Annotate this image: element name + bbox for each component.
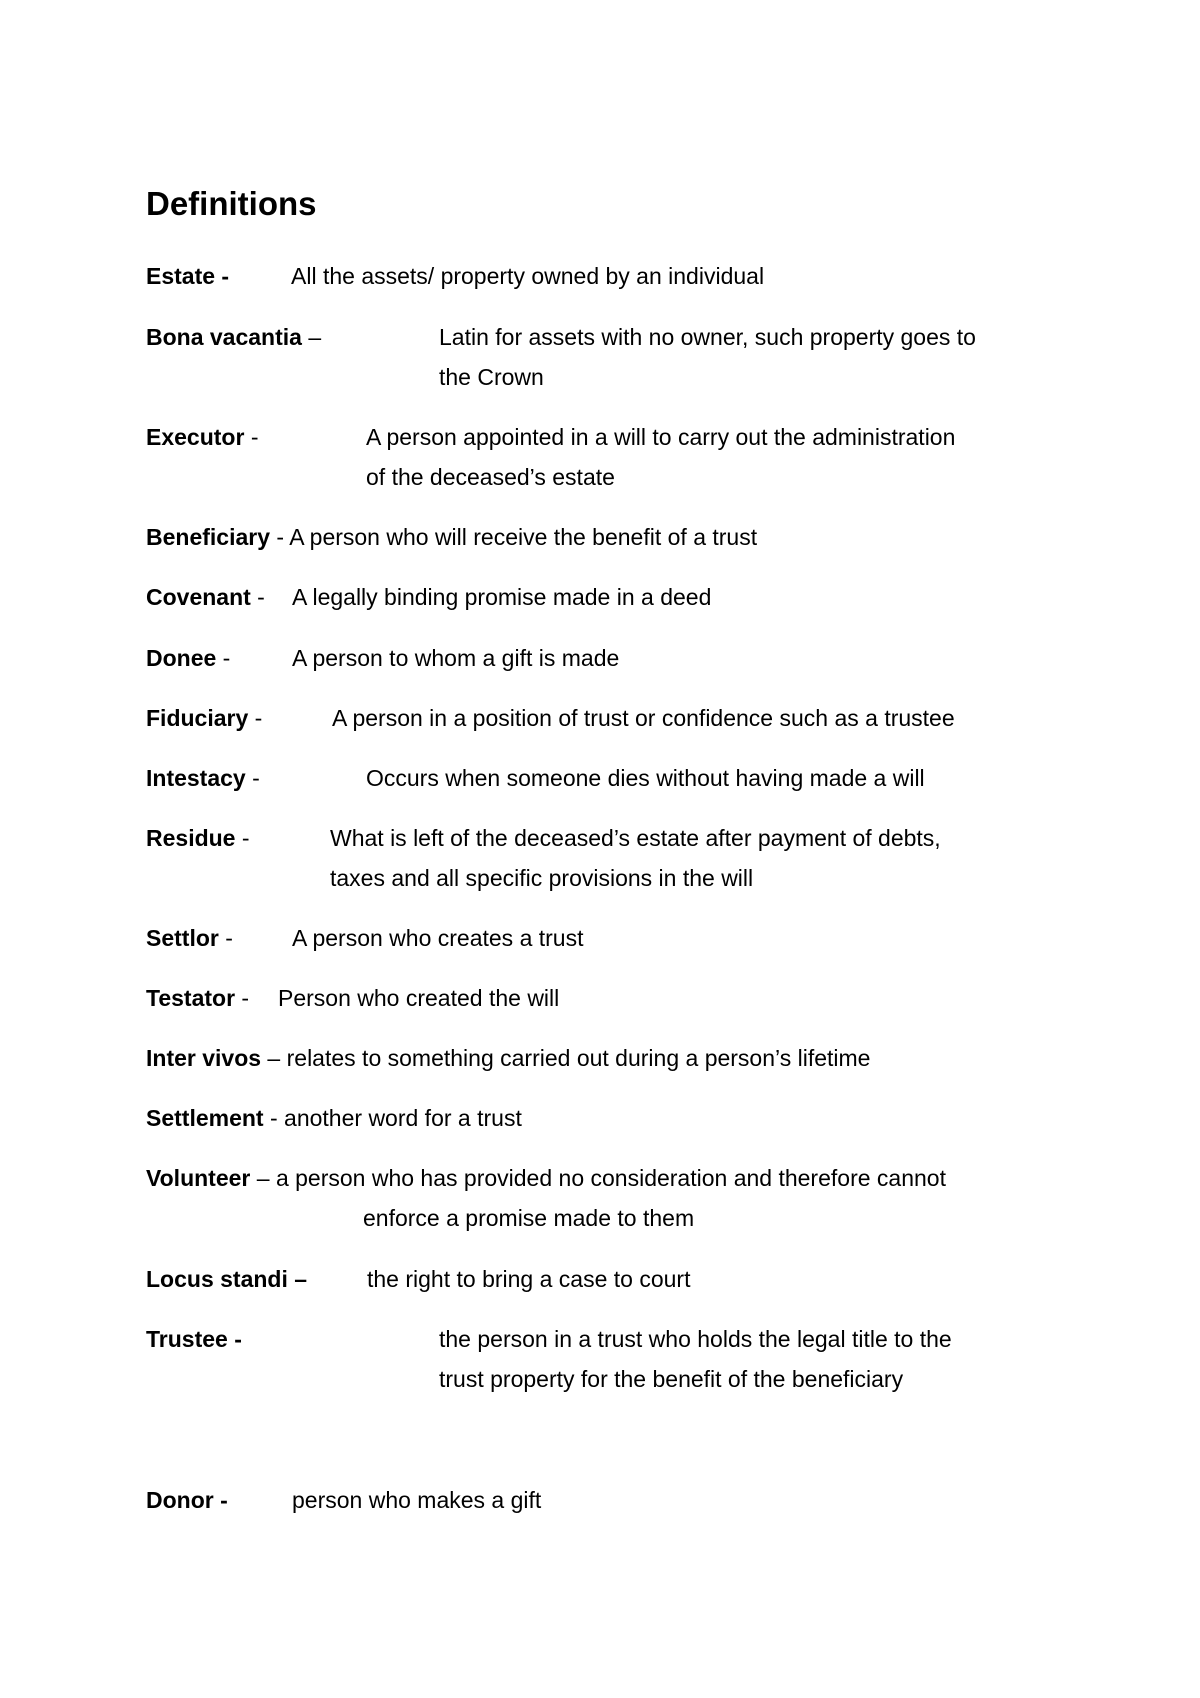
term: Intestacy -	[146, 765, 260, 791]
definition-text: A person appointed in a will to carry out the administration of the deceased’s estate	[366, 424, 956, 490]
term: Executor -	[146, 424, 259, 450]
term: Bona vacantia –	[146, 324, 322, 350]
term: Inter vivos	[146, 1045, 262, 1071]
term: Covenant -	[146, 584, 265, 610]
definition-text: the person in a trust who holds the legal title to the trust property for the benefit of the beneficiary	[439, 1326, 952, 1392]
definition-text: A person who will receive the benefit of a trust	[289, 524, 758, 550]
definition-text: a person who has provided no consideration and therefore cannot	[275, 1165, 946, 1191]
definition-text: another word for a trust	[284, 1105, 522, 1131]
definition-text-continued: enforce a promise made to them	[363, 1205, 695, 1231]
definition-inter-vivos: Inter vivos – relates to something carried out during a person’s lifetime	[146, 1045, 871, 1071]
definition-text: All the assets/ property owned by an individual	[291, 263, 765, 289]
term: Settlement	[146, 1105, 264, 1131]
definition-text: A legally binding promise made in a deed	[292, 584, 712, 610]
term: Locus standi –	[146, 1266, 308, 1292]
term: Donee -	[146, 645, 231, 671]
definition-text: A person in a position of trust or confidence such as a trustee	[332, 705, 955, 731]
definition-text: Latin for assets with no owner, such property goes to the Crown	[439, 324, 976, 390]
definition-text: person who makes a gift	[292, 1487, 542, 1513]
page-title: Definitions	[146, 185, 317, 222]
term: Volunteer	[146, 1165, 251, 1191]
term: Fiduciary -	[146, 705, 263, 731]
definition-text: Person who created the will	[278, 985, 560, 1011]
term: Residue -	[146, 825, 250, 851]
term: Testator -	[146, 985, 250, 1011]
definition-settlement: Settlement - another word for a trust	[146, 1105, 522, 1131]
term: Trustee -	[146, 1326, 242, 1352]
definition-text: A person to whom a gift is made	[292, 645, 620, 671]
definition-volunteer: Volunteer – a person who has provided no consideration and therefore cannot	[146, 1165, 946, 1191]
term: Settlor -	[146, 925, 233, 951]
definition-text: relates to something carried out during a person’s lifetime	[286, 1045, 871, 1071]
definition-text: Occurs when someone dies without having made a will	[366, 765, 925, 791]
term: Donor -	[146, 1487, 228, 1513]
term: Beneficiary	[146, 524, 271, 550]
definition-text: the right to bring a case to court	[367, 1266, 691, 1292]
term: Estate -	[146, 263, 230, 289]
definition-beneficiary: Beneficiary - A person who will receive the benefit of a trust	[146, 524, 758, 550]
definition-text: A person who creates a trust	[292, 925, 584, 951]
definition-text: What is left of the deceased’s estate after payment of debts, taxes and all specific provisions in the will	[330, 825, 941, 891]
